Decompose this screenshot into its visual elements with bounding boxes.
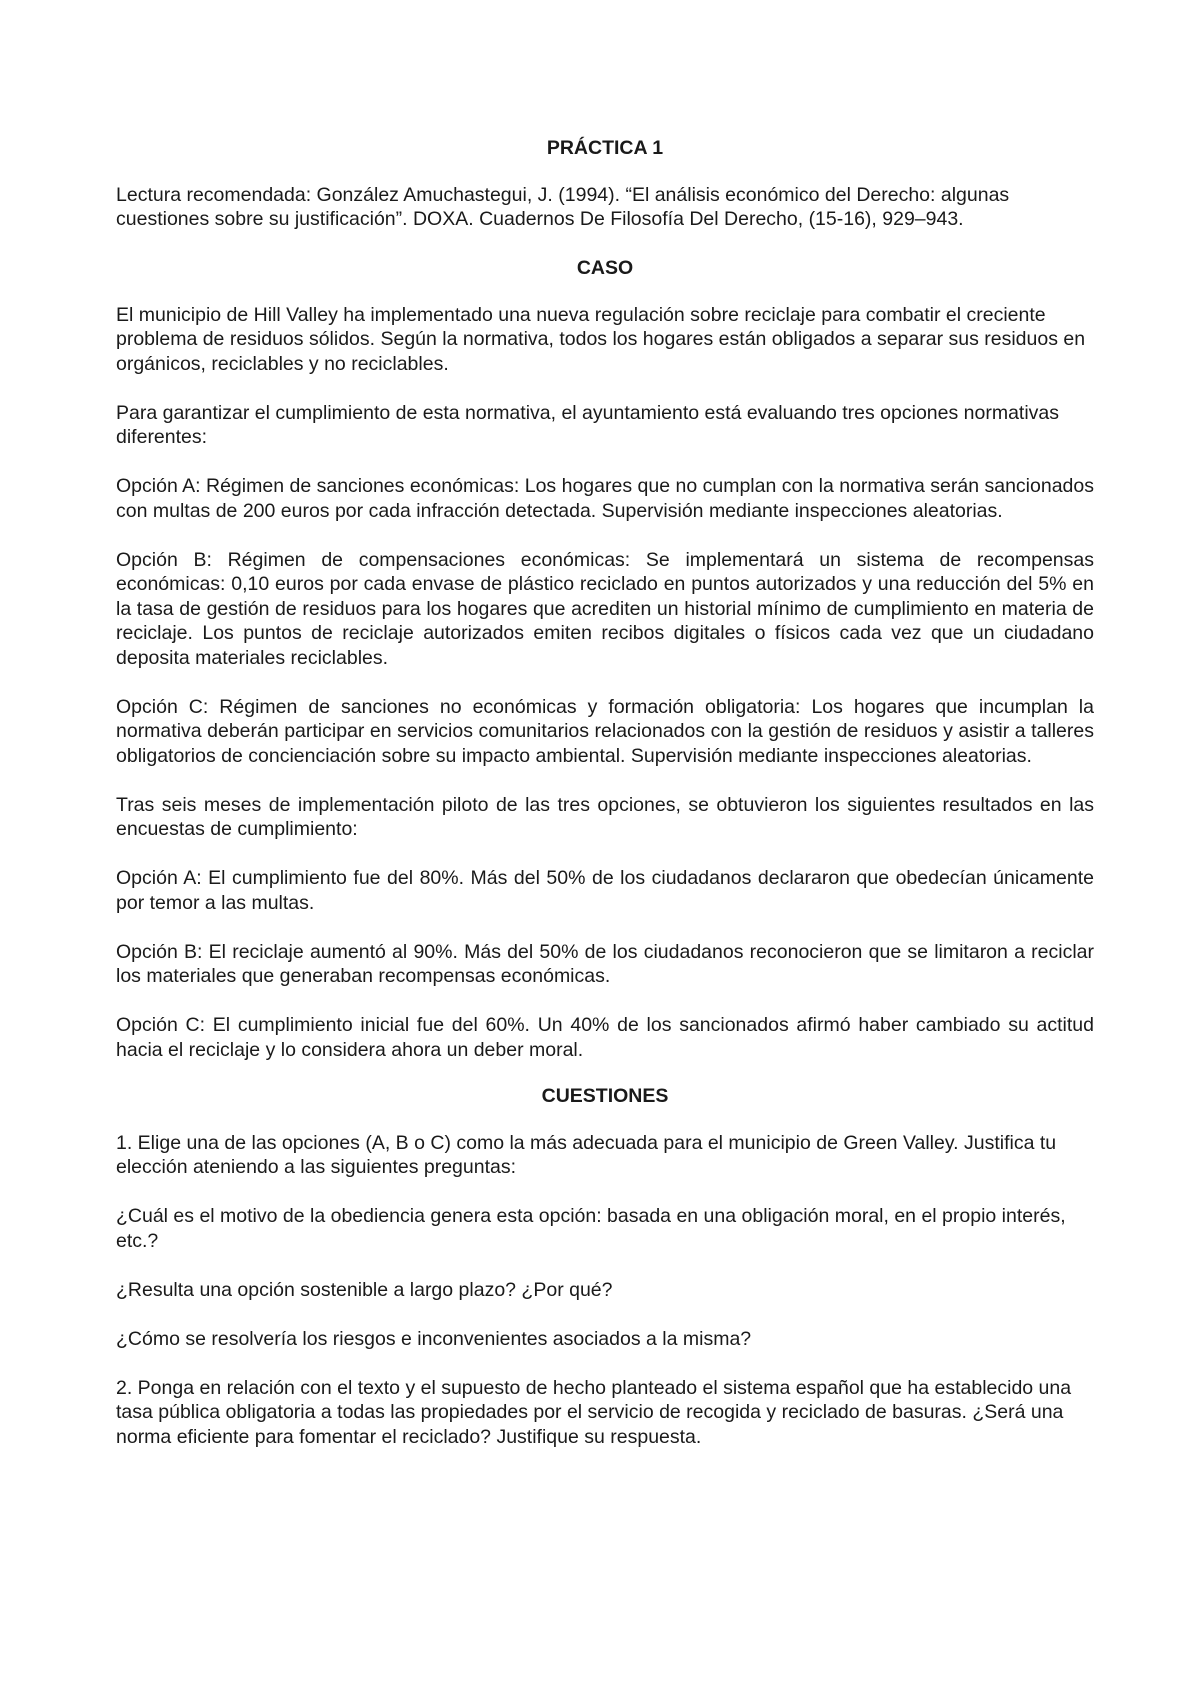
result-option-c: Opción C: El cumplimiento inicial fue del 60%. Un 40% de los sancionados afirmó haber cambiado su actitud hacia el reciclaje y lo considera ahora un deber moral.: [116, 1014, 1094, 1061]
case-option-b: Opción B: Régimen de compensaciones económicas: Se implementará un sistema de recompensas económicas: 0,10 euros por cada envase de plástico reciclado en puntos autorizados y una reducción del 5% en la tasa de gestión de residuos para los hogares que acrediten un historial mínimo de cumplimiento en materia de reciclaje. Los puntos de reciclaje autorizados emiten recibos digitales o físicos cada vez que un ciudadano deposita materiales reciclables.: [116, 548, 1094, 669]
questions-heading: CUESTIONES: [541, 1085, 669, 1107]
document-page: [116, 136, 1094, 1449]
result-option-a: Opción A: El cumplimiento fue del 80%. Más del 50% de los ciudadanos declararon que obedecían únicamente por temor a las multas.: [116, 867, 1094, 914]
question-2: 2. Ponga en relación con el texto y el supuesto de hecho planteado el sistema español que ha establecido una tasa pública obligatoria a todas las propiedades por el servicio de recogida y reciclado de basuras. ¿Será una norma eficiente para fomentar el reciclado? Justifique su respuesta.: [116, 1376, 1072, 1448]
question-1: 1. Elige una de las opciones (A, B o C) como la más adecuada para el municipio de Green Valley. Justifica tu elección ateniendo a las siguientes preguntas:: [116, 1131, 1057, 1178]
case-option-a: Opción A: Régimen de sanciones económicas: Los hogares que no cumplan con la normativa serán sancionados con multas de 200 euros por cada infracción detectada. Supervisión mediante inspecciones aleatorias.: [116, 475, 1094, 522]
case-option-c: Opción C: Régimen de sanciones no económicas y formación obligatoria: Los hogares que incumplan la normativa deberán participar en servicios comunitarios relacionados con la gestión de residuos y asistir a talleres obligatorios de concienciación sobre su impacto ambiental. Supervisión mediante inspecciones aleatorias.: [116, 695, 1094, 767]
question-1-sub: ¿Cómo se resolvería los riesgos e inconvenientes asociados a la misma?: [116, 1327, 752, 1350]
recommended-reading: Lectura recomendada: González Amuchastegui, J. (1994). “El análisis económico del Derecho: algunas cuestiones sobre su justificación”. DOXA. Cuadernos De Filosofía Del Derecho, (15-16), 929–943.: [116, 183, 1010, 230]
case-heading: CASO: [576, 257, 634, 279]
question-1-sub: ¿Cuál es el motivo de la obediencia genera esta opción: basada en una obligación moral, en el propio interés, etc.?: [116, 1205, 1066, 1252]
page-title: PRÁCTICA 1: [546, 137, 664, 159]
question-1-sub: ¿Resulta una opción sostenible a largo plazo? ¿Por qué?: [116, 1278, 613, 1301]
result-option-b: Opción B: El reciclaje aumentó al 90%. Más del 50% de los ciudadanos reconocieron que se limitaron a reciclar los materiales que generaban recompensas económicas.: [116, 940, 1094, 987]
case-paragraph: Tras seis meses de implementación piloto de las tres opciones, se obtuvieron los siguientes resultados en las encuestas de cumplimiento:: [116, 793, 1094, 840]
case-paragraph: Para garantizar el cumplimiento de esta normativa, el ayuntamiento está evaluando tres opciones normativas diferentes:: [116, 401, 1060, 448]
case-paragraph: El municipio de Hill Valley ha implementado una nueva regulación sobre reciclaje para combatir el creciente problema de residuos sólidos. Según la normativa, todos los hogares están obligados a separar sus residuos en orgánicos, reciclables y no reciclables.: [116, 303, 1086, 375]
